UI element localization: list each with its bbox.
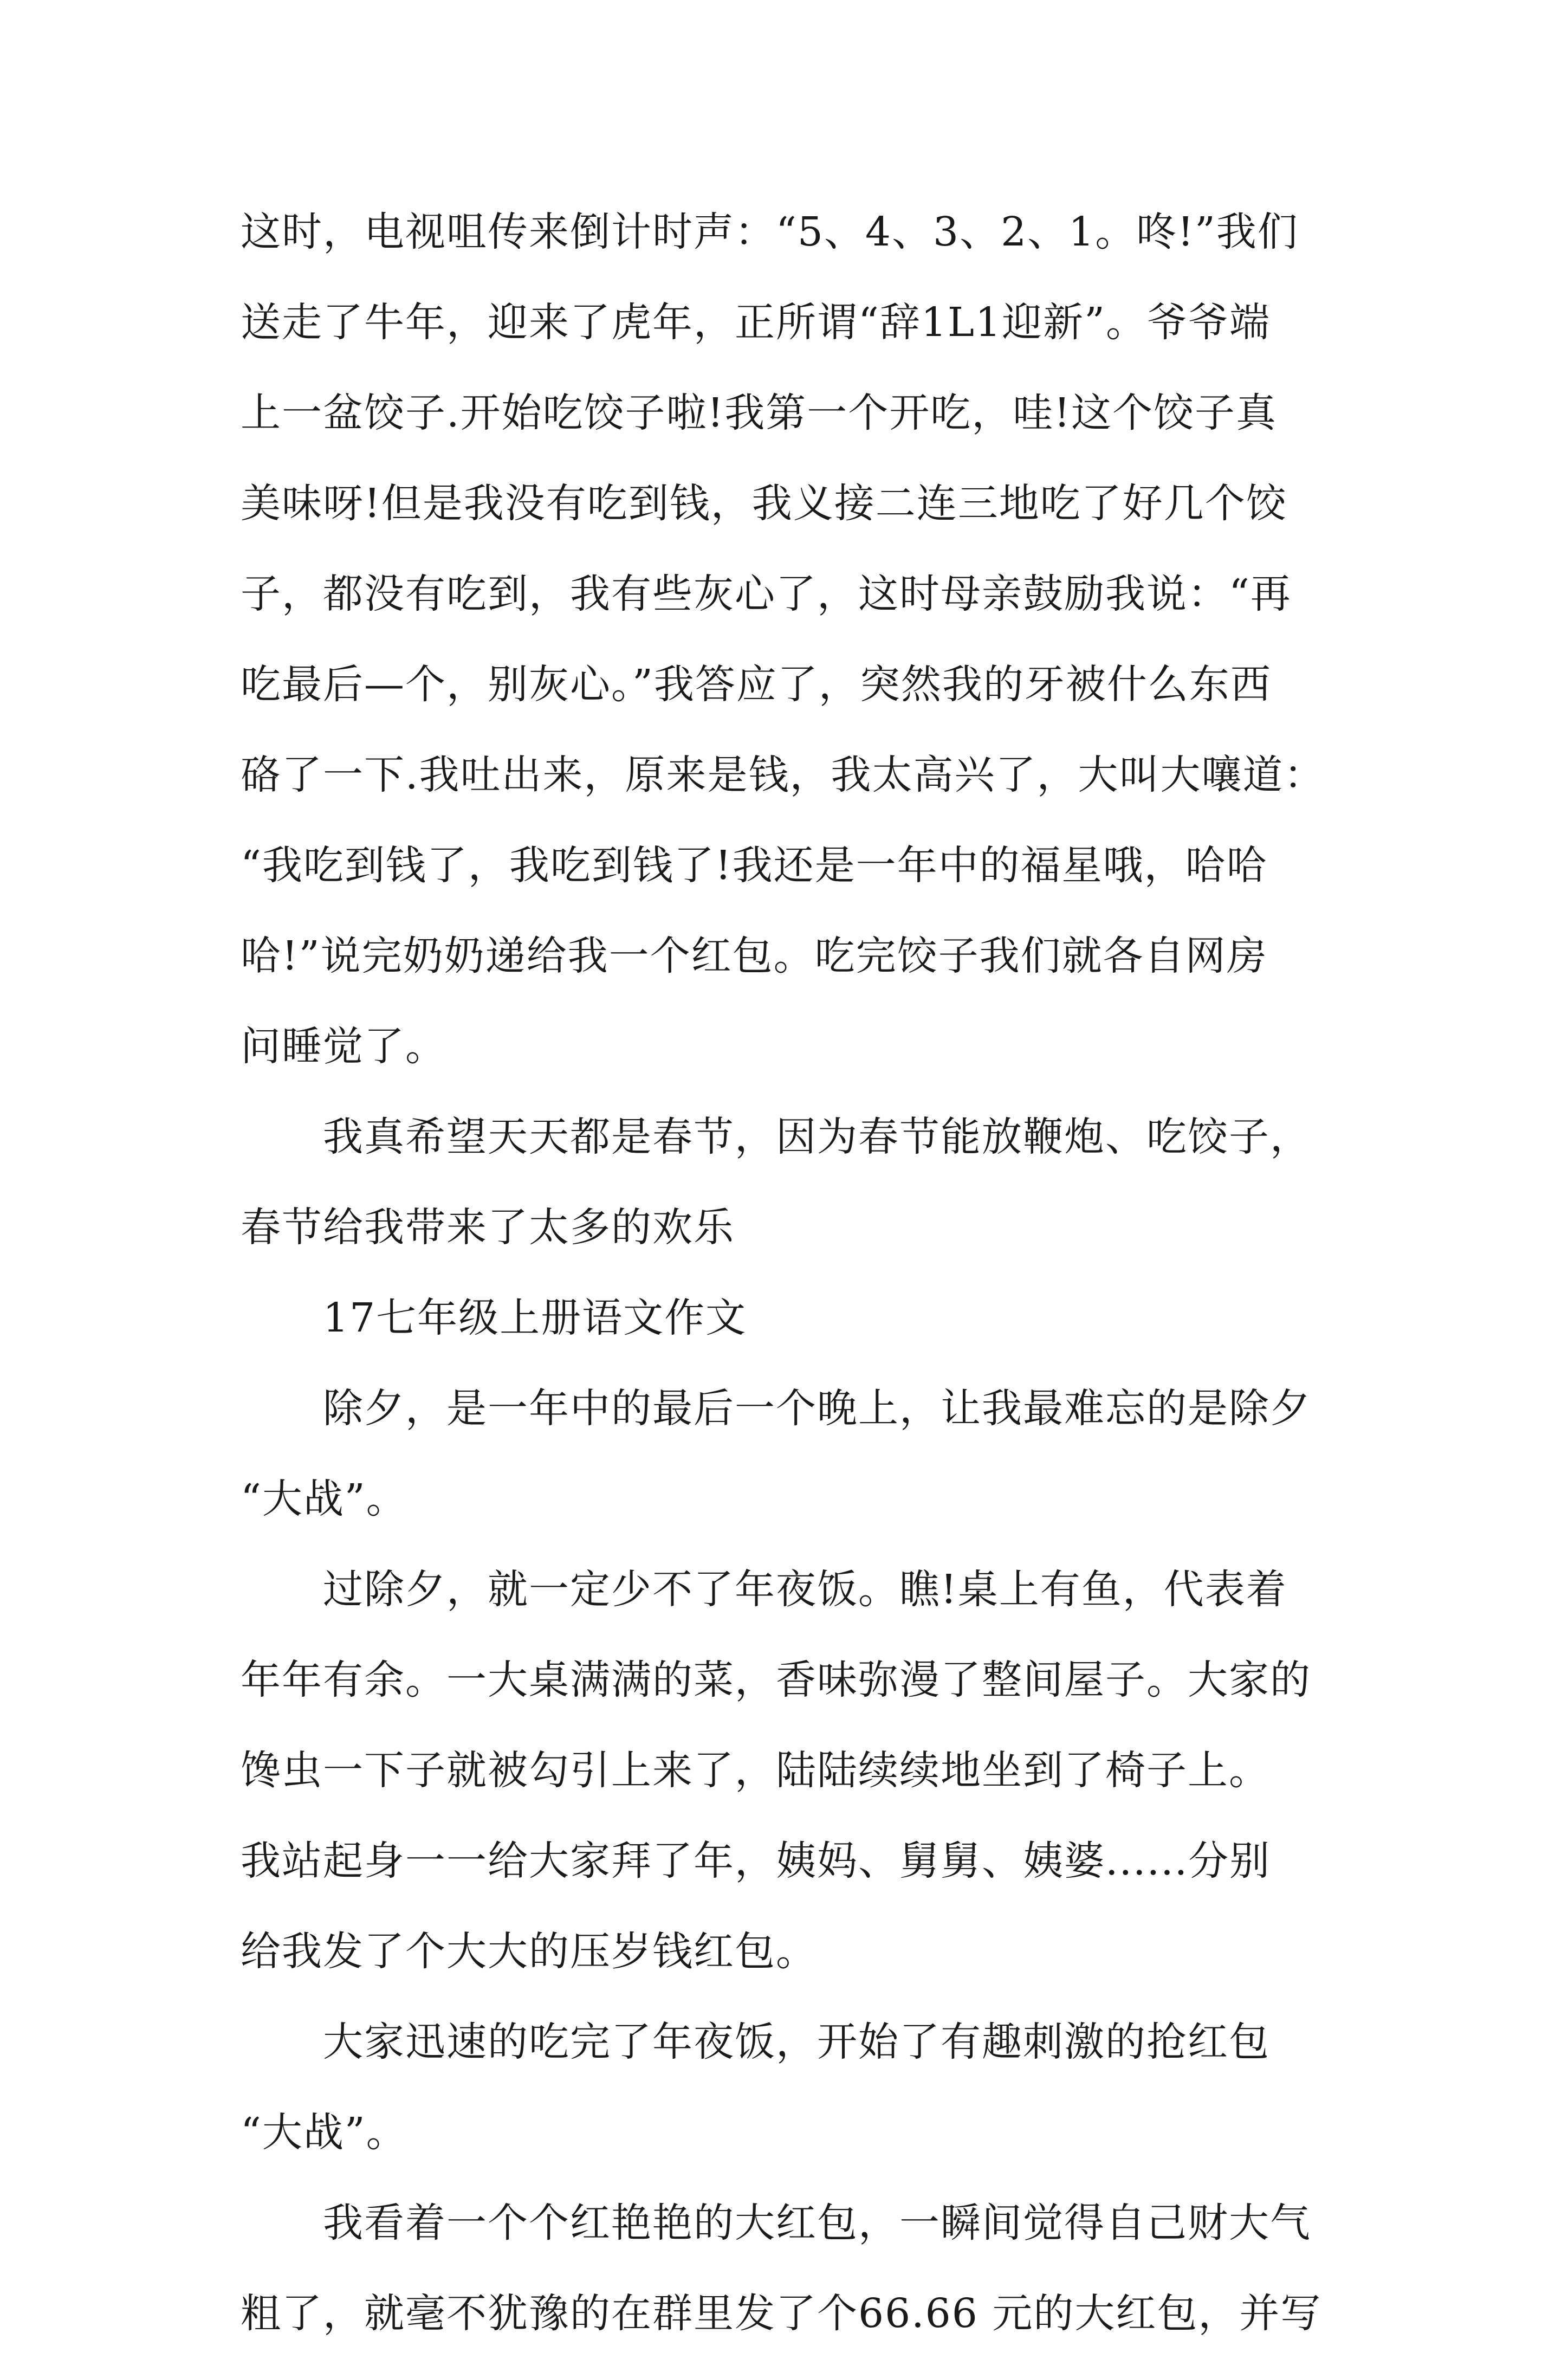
text-line: 过除夕，就一定少不了年夜饭。瞧!桌上有鱼，代表着 bbox=[241, 1566, 1287, 1613]
text-line: 这时，电视咀传来倒计时声：“5、4、3、2、1。咚!”我们 bbox=[241, 209, 1299, 255]
text-line: 春节给我带来了太多的欢乐 bbox=[241, 1204, 735, 1251]
text-line: 给我发了个大大的压岁钱红包。 bbox=[241, 1928, 817, 1975]
text-line: 吃最后—个，别灰心。”我答应了，突然我的牙被什么东西 bbox=[241, 661, 1272, 708]
text-line: 大家迅速的吃完了年夜饭，开始了有趣刺激的抢红包 bbox=[241, 2019, 1270, 2065]
text-line: 哈!”说完奶奶递给我一个红包。吃完饺子我们就各自网房 bbox=[241, 933, 1268, 979]
text-line: “大战”。 bbox=[241, 1476, 407, 1522]
text-line: 硌了一下.我吐出来，原来是钱，我太高兴了，大叫大嚷道： bbox=[241, 752, 1325, 798]
text-line: 子，都没有吃到，我有些灰心了，这时母亲鼓励我说：“再 bbox=[241, 571, 1292, 617]
text-line: 上一盆饺子.开始吃饺子啦!我第一个开吃，哇!这个饺子真 bbox=[241, 390, 1277, 436]
text-line: 年年有余。一大桌满满的菜，香味弥漫了整间屋子。大家的 bbox=[241, 1657, 1311, 1703]
text-line: 送走了牛年，迎来了虎年，正所谓“辞1L1迎新”。爷爷端 bbox=[241, 299, 1271, 346]
text-line: 除夕，是一年中的最后一个晚上，让我最难忘的是除夕 bbox=[241, 1385, 1311, 1432]
text-line: 馋虫一下子就被勾引上来了，陆陆续续地坐到了椅子上。 bbox=[241, 1747, 1270, 1794]
text-line: 我真希望天天都是春节，因为春节能放鞭炮、吃饺子， bbox=[241, 1114, 1311, 1160]
text-line: 我站起身一一给大家拜了年，姨妈、舅舅、姨婆......分别 bbox=[241, 1838, 1271, 1884]
text-line: 粗了，就毫不犹豫的在群里发了个66.66 元的大红包，并写 bbox=[241, 2290, 1322, 2337]
text-line: 我看着一个个红艳艳的大红包，一瞬间觉得自己财大气 bbox=[241, 2200, 1311, 2246]
text-line: “我吃到钱了，我吃到钱了!我还是一年中的福星哦，哈哈 bbox=[241, 842, 1268, 889]
essay-text bbox=[241, 187, 1389, 2359]
section-heading: 17七年级上册语文作文 bbox=[241, 1295, 747, 1341]
text-line: 问睡觉了。 bbox=[241, 1023, 446, 1070]
text-line: 美味呀!但是我没有吃到钱，我义接二连三地吃了好几个饺 bbox=[241, 480, 1287, 527]
text-line: “大战”。 bbox=[241, 2109, 407, 2156]
